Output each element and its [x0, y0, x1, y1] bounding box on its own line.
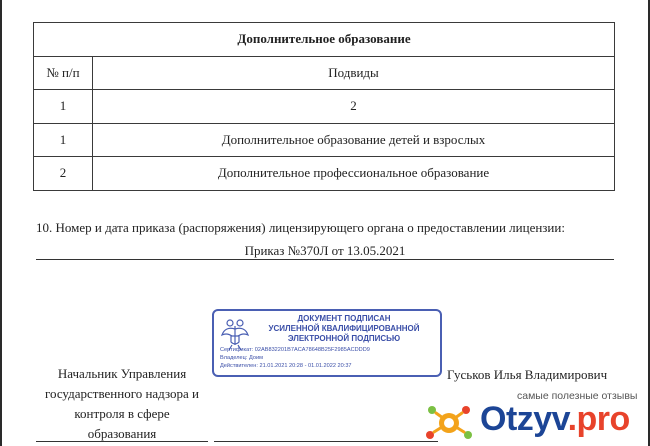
watermark-brand-name: Otzyv	[480, 400, 568, 438]
stamp-heading-line: УСИЛЕННОЙ КВАЛИФИЦИРОВАННОЙ	[268, 324, 420, 333]
signer-position-line: Начальник Управления	[57, 366, 187, 381]
otzyv-logo-icon	[422, 402, 476, 444]
signer-position	[36, 364, 208, 444]
table-row	[34, 90, 615, 124]
table-title-row	[34, 23, 615, 57]
electronic-signature-stamp	[212, 309, 442, 377]
table-cell-number: 2	[34, 157, 93, 191]
signer-name: Гуськов Илья Владимирович	[447, 367, 608, 382]
table-cell-subtype: 2	[93, 90, 615, 124]
table-cell-subtype: Дополнительное профессиональное образование	[93, 157, 615, 191]
signer-position-underline	[36, 441, 208, 442]
table-title: Дополнительное образование	[34, 23, 615, 57]
stamp-owner: Владелец: Доим	[220, 355, 263, 361]
otzyv-watermark	[418, 384, 650, 446]
stamp-heading-line: ЭЛЕКТРОННОЙ ПОДПИСЬЮ	[287, 334, 401, 343]
table-row	[34, 157, 615, 191]
table-cell-number: 1	[34, 90, 93, 124]
order-underline	[36, 259, 614, 260]
table-header-row	[34, 56, 615, 90]
watermark-tagline: самые полезные отзывы	[517, 390, 638, 402]
watermark-brand-domain: .pro	[567, 400, 630, 438]
column-header-subtypes: Подвиды	[93, 56, 615, 90]
signer-position-line: образования	[87, 426, 157, 441]
stamp-heading	[252, 314, 436, 344]
order-value: Приказ №370Л от 13.05.2021	[244, 243, 406, 258]
column-header-number: № п/п	[34, 56, 93, 90]
table-row	[34, 123, 615, 157]
stamp-certificate: Сертификат: 02AB832201B7ACA78648B25F2985ACDDD9	[220, 347, 370, 353]
table-cell-number: 1	[34, 123, 93, 157]
table-cell-subtype: Дополнительное образование детей и взрослых	[93, 123, 615, 157]
stamp-validity: Действителен: 21.01.2021 20:28 - 01.01.2022 20:37	[220, 363, 352, 369]
signer-position-line: контроля в сфере	[74, 406, 170, 421]
stamp-heading-line: ДОКУМЕНТ ПОДПИСАН	[297, 314, 391, 323]
order-caption: 10. Номер и дата приказа (распоряжения) лицензирующего органа о предоставлении лицензии:	[36, 220, 565, 235]
coat-of-arms-icon	[220, 317, 250, 351]
watermark-brand	[480, 400, 630, 439]
education-subtypes-table	[33, 22, 615, 191]
signer-position-line: государственного надзора и	[45, 386, 199, 401]
signature-underline	[214, 441, 438, 442]
